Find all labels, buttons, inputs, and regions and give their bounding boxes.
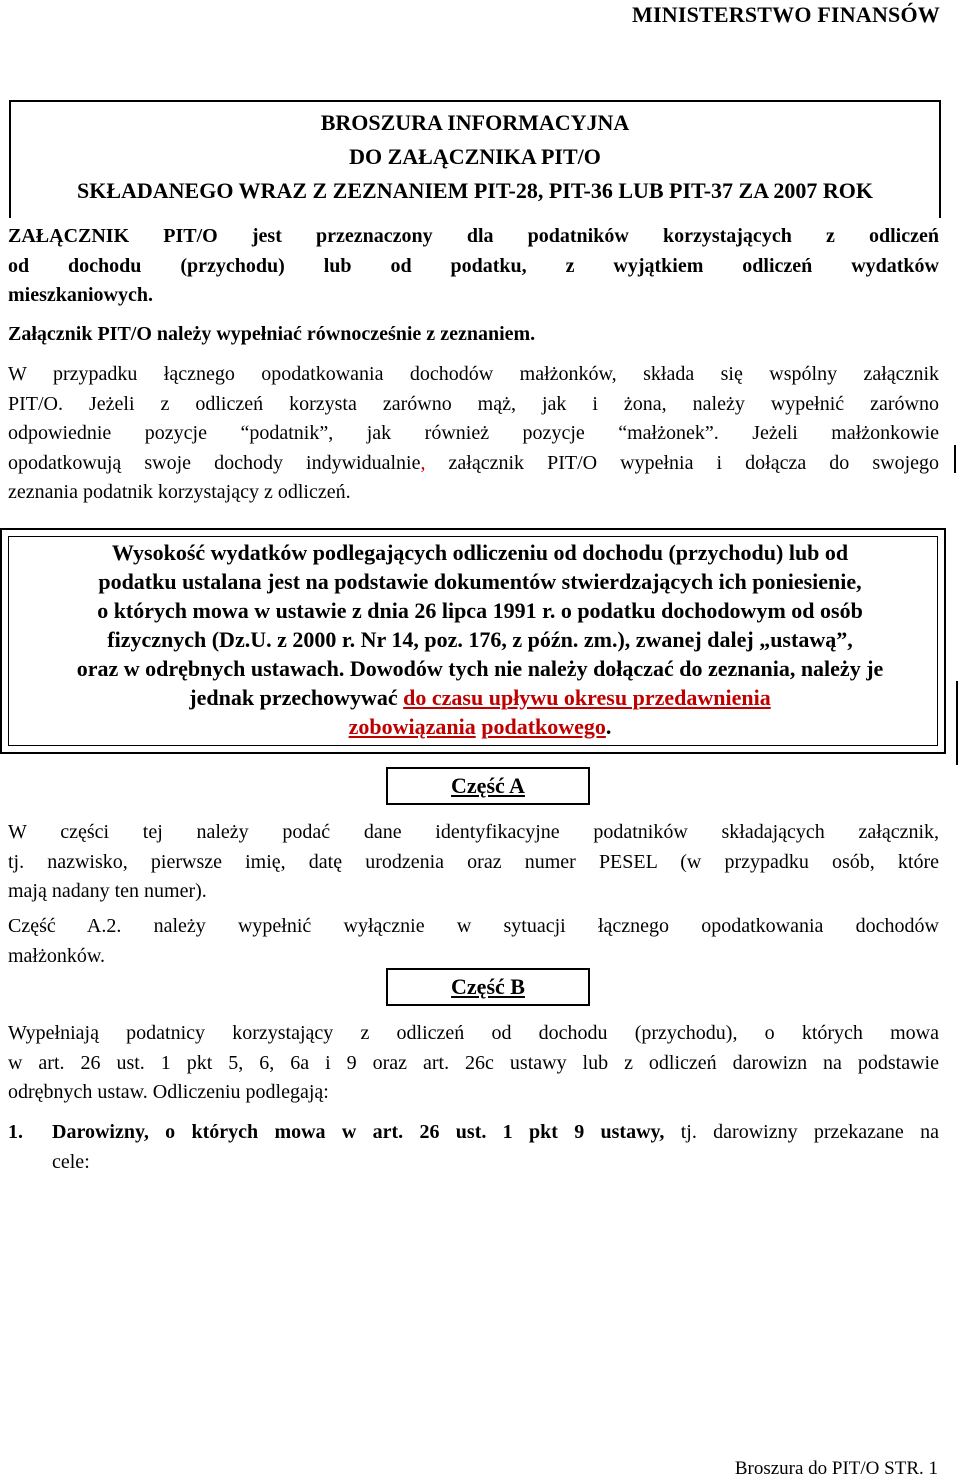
notice-line [0,712,960,741]
page-footer: Broszura do PIT/O STR. 1 [734,1458,938,1479]
header-subtitle: DO ZAŁĄCZNIKA PIT/O [349,144,601,169]
section-b-paragraph [8,1019,939,1108]
list-item-body [52,1118,939,1177]
notice-line: Wysokość wydatków podlegających odliczeniu od dochodu (przychodu) lub od [111,540,849,565]
paragraph-line: Część A.2. należy wypełnić wyłącznie w sytuacji łącznego opodatkowania dochodów [8,915,939,937]
intro-line: od dochodu (przychodu) lub od podatku, z wyjątkiem odliczeń wydatków [8,254,939,277]
list-item-rest: tj. darowizny przekazane na [664,1121,939,1143]
notice-line: fizycznych (Dz.U. z 2000 r. Nr 14, poz. 176, z późn. zm.), zwanej dalej „ustawą”, [107,627,853,652]
ministry-name: MINISTERSTWO FINANSÓW [632,2,940,27]
list-item-bold: Darowizny, o których mowa w art. 26 ust. 1 pkt 9 ustawy, [52,1121,665,1143]
header-scope: SKŁADANEGO WRAZ Z ZEZNANIEM PIT-28, PIT-36 LUB PIT-37 ZA 2007 ROK [76,178,874,203]
paragraph-line: zeznania podatnik korzystający z odliczeń. [8,481,351,503]
filing-note-text: Załącznik PIT/O należy wypełniać równocześnie z zeznaniem. [8,323,536,345]
paragraph-fragment: opodatkowują swoje dochody indywidualnie [8,451,421,474]
list-item-line: cele: [52,1150,90,1173]
section-a-heading [386,767,590,805]
filing-note [8,320,939,350]
section-b-title: Część B [451,974,525,999]
header-title: BROSZURA INFORMACYJNA [320,110,630,135]
paragraph-line: małżonków. [8,944,106,967]
paragraph-line: PIT/O. Jeżeli z odliczeń korzysta zarówno mąż, jak i żona, należy wypełnić zarówno [8,392,939,415]
notice-line: podatku ustalana jest na podstawie dokumentów stwierdzających ich poniesienie, [98,569,862,594]
paragraph-line [8,449,939,479]
paragraph-line: mają nadany ten numer). [8,880,207,902]
notice-fragment: jednak przechowywać [189,685,404,710]
revised-comma: , [420,451,426,474]
notice-fragment: . [605,714,612,739]
paragraph-line: Wypełniają podatnicy korzystający z odliczeń od dochodu (przychodu), o których mowa [8,1022,939,1044]
revision-margin-bar [954,445,956,473]
paragraph-line: odpowiednie pozycje “podatnik”, jak również pozycje “małżonek”. Jeżeli małżonkowie [8,422,939,444]
notice-line: o których mowa w ustawie z dnia 26 lipca 1991 r. o podatku dochodowym od osób [97,598,863,623]
section-a-title: Część A [451,773,525,798]
paragraph-line: W przypadku łącznego opodatkowania dochodów małżonków, składa się wspólny załącznik [8,363,939,385]
intro-line: ZAŁĄCZNIK PIT/O jest przeznaczony dla podatników korzystających z odliczeń [8,225,939,247]
paragraph-line: tj. nazwisko, pierwsze imię, datę urodzenia oraz numer PESEL (w przypadku osób, które [8,850,939,873]
paragraph-line: odrębnych ustaw. Odliczeniu podlegają: [8,1081,329,1103]
intro-paragraph [8,222,939,311]
revised-text: zobowiązania [348,714,476,739]
section-b-heading [386,968,590,1006]
revised-text: do czasu upływu okresu przedawnienia [403,685,771,710]
section-a-paragraph [8,818,939,907]
brochure-header-box [9,100,941,218]
notice-line [0,683,960,712]
paragraph-line: w art. 26 ust. 1 pkt 5, 6, 6a i 9 oraz art. 26c ustawy lub z odliczeń darowizn na podstawie [8,1051,939,1074]
notice-line: oraz w odrębnych ustawach. Dowodów tych nie należy dołączać do zeznania, należy je [76,656,884,681]
list-item-number: 1. [8,1121,23,1143]
paragraph-line: W części tej należy podać dane identyfikacyjne podatników składających załącznik, [8,821,939,843]
list-item-line [52,1118,939,1148]
joint-taxation-paragraph [8,360,939,508]
section-a2-paragraph [8,912,939,971]
notice-text [0,538,960,741]
intro-line: mieszkaniowych. [8,284,153,306]
revised-text: podatkowego [481,714,606,739]
paragraph-fragment: załącznik PIT/O wypełnia i dołącza do swojego [425,451,939,474]
